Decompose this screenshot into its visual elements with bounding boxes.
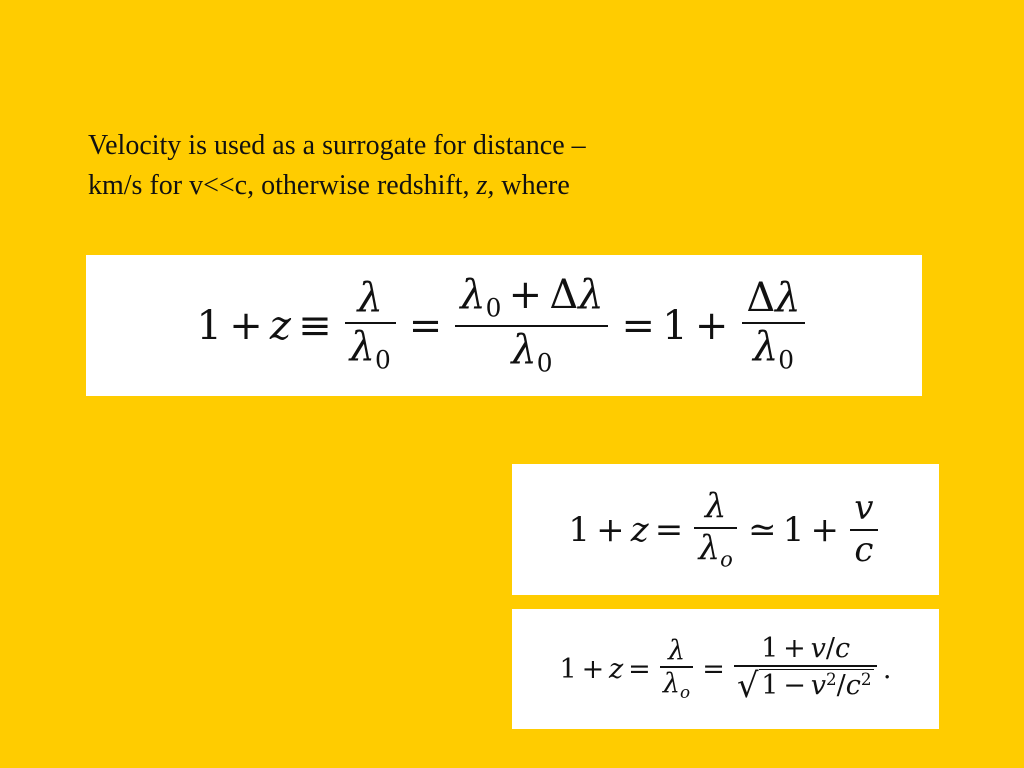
v-over-c-fraction: $\frac{v}{c}$ <box>850 491 877 568</box>
redshift-definition-equation: 1 + z ≡ $\frac{\lambda}{\lambda_0}$ = $\frac{\lambda_0 + \Delta\lambda}{\lambda_0}$ = 1 + $\frac{\Delta\lambda}{\lambda_0}$ <box>86 255 922 396</box>
lambda-over-lambda0-fraction: $\frac{\lambda}{\lambda_0}$ <box>345 277 396 373</box>
lambda0-plus-dlambda-fraction: $\frac{\lambda_0 + \Delta\lambda}{\lambda_0}$ <box>455 274 608 376</box>
intro-redshift-variable: z, <box>476 170 495 201</box>
intro-text <box>88 126 728 206</box>
lambda-over-lambda-o-fraction-relativistic: $\frac{\lambda}{\lambda_o}$ <box>660 637 694 702</box>
intro-line-2-prefix: km/s for v<<c, otherwise redshift, <box>88 170 470 201</box>
relativistic-doppler-equation: 1 + z = $\frac{\lambda}{\lambda_o}$ = 1 + v/c √ $1 - v^2/c^2$ . <box>512 609 939 729</box>
dlambda-over-lambda0-fraction: $\frac{\Delta\lambda}{\lambda_0}$ <box>742 277 806 373</box>
lambda-over-lambda-o-fraction: $\frac{\lambda}{\lambda_o}$ <box>694 489 736 570</box>
intro-line-1: Velocity is used as a surrogate for distance – <box>88 130 586 161</box>
low-velocity-approximation-equation: 1 + z = $\frac{\lambda}{\lambda_o}$ ≃ 1 + $\frac{v}{c}$ <box>512 464 939 595</box>
square-root: √ $1 - v^2/c^2$ <box>737 669 874 703</box>
relativistic-doppler-fraction: 1 + v/c √ $1 - v^2/c^2$ <box>734 635 878 703</box>
intro-line-2-suffix: where <box>501 170 570 201</box>
